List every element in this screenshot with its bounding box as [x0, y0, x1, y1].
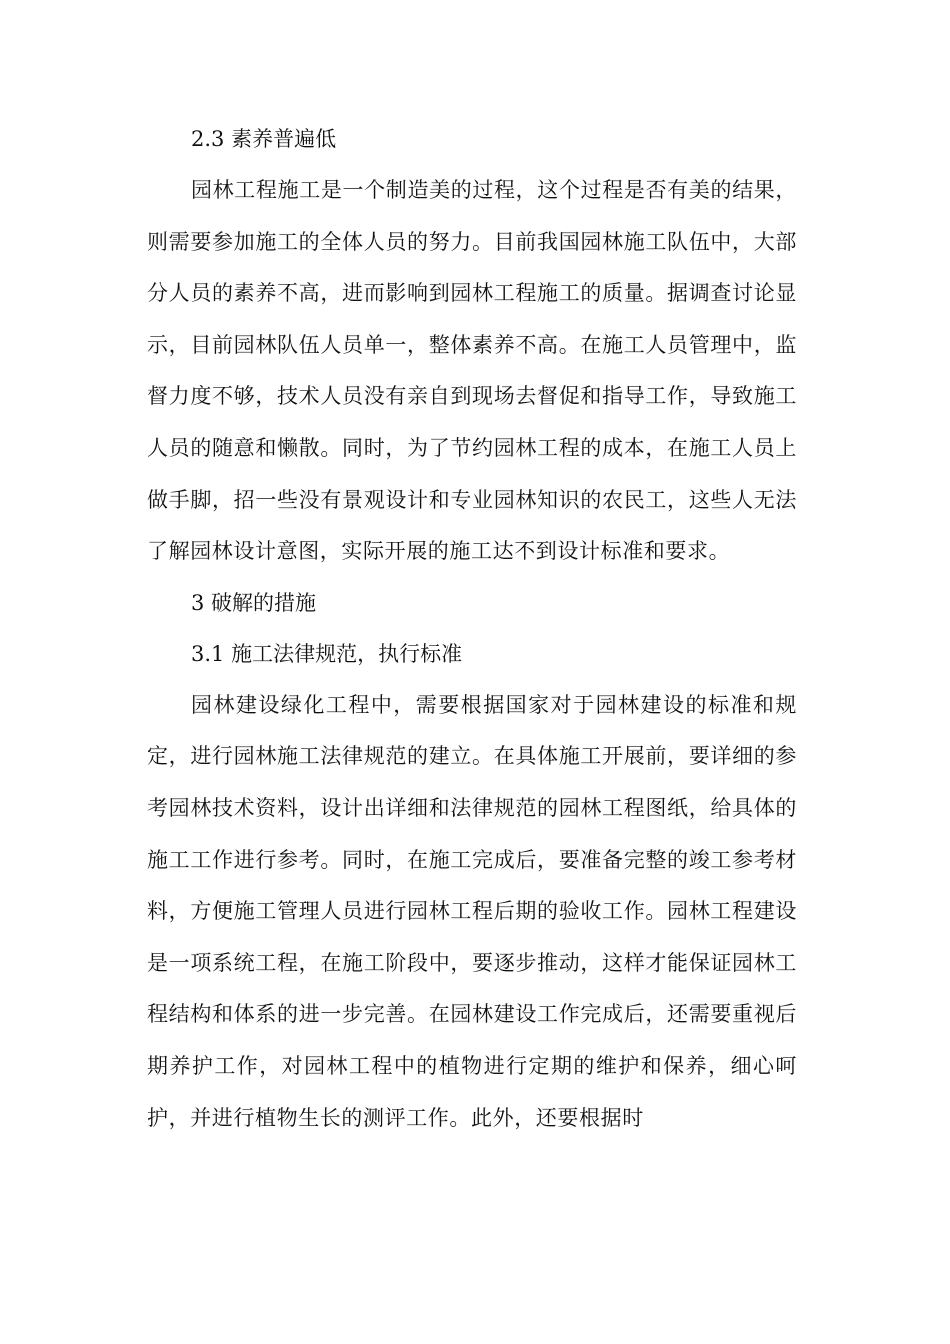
section-heading-3-1: 3.1 施工法律规范，执行标准: [191, 641, 463, 666]
document-body: [147, 114, 797, 1144]
paragraph-3-1: 园林建设绿化工程中，需要根据国家对于园林建设的标准和规定，进行园林施工法律规范的建立。在具体施工开展前，要详细的参考园林技术资料，设计出详细和法律规范的园林工程图纸，给具体的施工工作进行参考。同时，在施工完成后，要准备完整的竣工参考材料，方便施工管理人员进行园林工程后期的验收工作。园林工程建设是一项系统工程，在施工阶段中，要逐步推动，这样才能保证园林工程结构和体系的进一步完善。在园林建设工作完成后，还需要重视后期养护工作，对园林工程中的植物进行定期的维护和保养，细心呵护，并进行植物生长的测评工作。此外，还要根据时: [147, 692, 797, 1130]
section-heading-3: 3 破解的措施: [191, 590, 317, 615]
paragraph-2-3: 园林工程施工是一个制造美的过程，这个过程是否有美的结果，则需要参加施工的全体人员的努力。目前我国园林施工队伍中，大部分人员的素养不高，进而影响到园林工程施工的质量。据调查讨论显示，目前园林队伍人员单一，整体素养不高。在施工人员管理中，监督力度不够，技术人员没有亲自到现场去督促和指导工作，导致施工人员的随意和懒散。同时，为了节约园林工程的成本，在施工人员上做手脚，招一些没有景观设计和专业园林知识的农民工，这些人无法了解园林设计意图，实际开展的施工达不到设计标准和要求。: [147, 178, 797, 564]
section-heading-2-3: 2.3 素养普遍低: [191, 127, 337, 151]
